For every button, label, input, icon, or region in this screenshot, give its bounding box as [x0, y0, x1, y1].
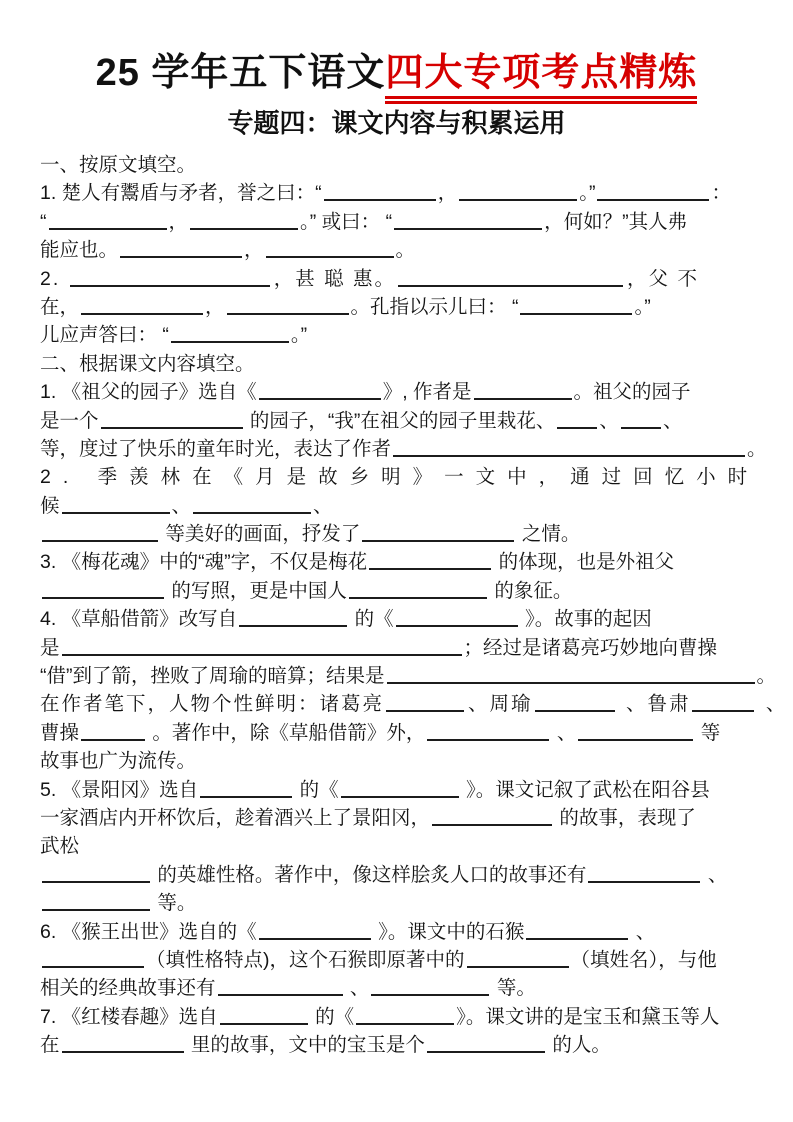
- fill-blank: [520, 296, 632, 315]
- text-line: [40, 548, 767, 576]
- line-text: 6. 《猴王出世》选自的《: [40, 920, 257, 943]
- document-body: [0, 151, 793, 1060]
- fill-blank: [341, 779, 459, 798]
- title-main: 25 学年五下语文: [95, 52, 386, 94]
- fill-blank: [362, 523, 514, 542]
- line-text: ；经过是诸葛亮巧妙地向曹操: [463, 636, 718, 659]
- line-text: 一家酒店内开杯饮后，趁着酒兴上了景阳冈，: [40, 806, 431, 829]
- line-text: 4. 《草船借箭》改写自: [40, 608, 238, 631]
- fill-blank: [193, 495, 311, 514]
- text-line: [40, 747, 767, 775]
- fill-blank: [578, 722, 693, 741]
- fill-blank: [81, 296, 203, 315]
- fill-blank: [49, 211, 167, 230]
- text-line: [40, 804, 767, 832]
- fill-blank: [386, 693, 464, 712]
- line-text: 的园子，“我”在祖父的园子里栽花、: [244, 409, 556, 432]
- fill-blank: [535, 693, 615, 712]
- line-text: 。著作中，除《草船借箭》外，: [147, 721, 426, 744]
- fill-blank: [62, 637, 462, 656]
- line-text: 、周瑜: [468, 693, 533, 716]
- text-line: [40, 690, 788, 718]
- fill-blank: [387, 665, 755, 684]
- text-line: [40, 605, 767, 633]
- line-text: 。: [747, 437, 767, 460]
- text-line: [40, 463, 767, 491]
- line-text: 二、根据课文内容填空。: [40, 352, 255, 375]
- fill-blank: [324, 182, 436, 201]
- line-text: 7. 《红楼春趣》选自: [40, 1005, 218, 1028]
- title-highlight: 四大专项考点精炼: [385, 52, 697, 104]
- fill-blank: [474, 381, 572, 400]
- fill-blank: [239, 608, 347, 627]
- text-line: [40, 776, 767, 804]
- fill-blank: [432, 807, 552, 826]
- fill-blank: [459, 182, 577, 201]
- line-text: 、: [313, 494, 333, 517]
- fill-blank: [200, 779, 292, 798]
- fill-blank: [101, 410, 243, 429]
- line-text: 的《: [294, 778, 339, 801]
- fill-blank: [259, 381, 381, 400]
- line-text: 故事也广为流传。: [40, 750, 197, 773]
- fill-blank: [42, 580, 164, 599]
- fill-blank: [394, 211, 542, 230]
- fill-blank: [557, 410, 597, 429]
- page-subtitle: 专题四：课文内容与积累运用: [227, 108, 566, 138]
- text-line: [40, 634, 767, 662]
- line-text: ：: [711, 182, 731, 205]
- line-text: 5. 《景阳冈》选自: [40, 778, 199, 801]
- line-text: 2.: [40, 267, 68, 290]
- fill-blank: [393, 438, 745, 457]
- line-text: 、: [702, 863, 728, 886]
- line-text: 。” 或曰： “: [300, 210, 393, 233]
- line-text: 是: [40, 636, 60, 659]
- line-text: 、鲁肃: [618, 693, 691, 716]
- text-line: [40, 1003, 767, 1031]
- fill-blank: [369, 551, 491, 570]
- line-text: 》。故事的起因: [519, 608, 652, 631]
- line-text: 候: [40, 494, 60, 517]
- line-text: “: [40, 210, 47, 233]
- line-text: 1. 《祖父的园子》选自《: [40, 381, 257, 404]
- text-line: [40, 435, 767, 463]
- line-text: 一、按原文填空。: [40, 154, 197, 176]
- line-text: 。”: [290, 324, 308, 347]
- fill-blank: [597, 182, 709, 201]
- fill-blank: [356, 1006, 454, 1025]
- line-text: 等。: [152, 892, 197, 915]
- line-text: 的人。: [546, 1034, 611, 1057]
- fill-blank: [349, 580, 487, 599]
- line-text: 、: [758, 693, 788, 716]
- text-line: [40, 321, 767, 349]
- line-text: 1. 楚人有鬻盾与矛者，誉之曰：“: [40, 182, 322, 205]
- text-line: [40, 832, 767, 860]
- fill-blank: [427, 1034, 545, 1053]
- line-text: 里的故事，文中的宝玉是个: [185, 1034, 425, 1057]
- fill-blank: [190, 211, 298, 230]
- line-text: 的体现，也是外祖父: [493, 551, 675, 574]
- line-text: 、: [551, 721, 577, 744]
- line-text: 的象征。: [488, 579, 573, 602]
- text-line: [40, 151, 767, 179]
- line-text: 》。课文记叙了武松在阳谷县: [460, 778, 710, 801]
- line-text: 、: [662, 409, 683, 432]
- line-text: 3. 《梅花魂》中的“魂”字，不仅是梅花: [40, 551, 368, 574]
- line-text: 是一个: [40, 409, 99, 432]
- fill-blank: [621, 410, 661, 429]
- line-text: 在作者笔下，人物个性鲜明：诸葛亮: [40, 693, 385, 716]
- line-text: 》, 作者是: [382, 381, 472, 404]
- fill-blank: [42, 949, 144, 968]
- line-text: 》。课文中的石猴: [372, 920, 525, 943]
- fill-blank: [42, 892, 150, 911]
- fill-blank: [81, 722, 145, 741]
- line-text: “借”到了箭，挫败了周瑜的暗算；结果是: [40, 665, 385, 688]
- line-text: ，: [168, 210, 189, 233]
- text-line: [40, 208, 767, 236]
- line-text: 等美好的画面，抒发了: [160, 523, 361, 546]
- text-line: [40, 662, 777, 690]
- fill-blank: [259, 921, 371, 940]
- line-text: ，甚 聪 惠。: [273, 267, 397, 290]
- text-line: [40, 293, 767, 321]
- text-line: [40, 1031, 767, 1059]
- line-text: 等: [695, 721, 721, 744]
- line-text: 、: [599, 409, 619, 432]
- line-text: ，父 不: [627, 267, 699, 290]
- fill-blank: [588, 864, 700, 883]
- line-text: ，何如？”其人弗: [544, 210, 688, 233]
- text-line: [40, 974, 767, 1002]
- line-text: 。祖父的园子: [573, 381, 691, 404]
- line-text: （填性格特点)，这个石猴即原著中的: [146, 948, 465, 971]
- line-text: （填姓名），与他: [570, 948, 717, 971]
- fill-blank: [427, 722, 549, 741]
- fill-blank: [398, 268, 623, 287]
- text-line: [40, 719, 767, 747]
- line-text: ，: [244, 239, 264, 262]
- fill-blank: [171, 324, 289, 343]
- fill-blank: [371, 977, 489, 996]
- fill-blank: [396, 608, 518, 627]
- line-text: 。: [395, 239, 416, 262]
- line-text: 》。课文讲的是宝玉和黛玉等人: [456, 1005, 720, 1028]
- line-text: 在: [40, 1034, 60, 1057]
- line-text: 、: [171, 494, 192, 517]
- line-text: 能应也。: [40, 239, 119, 262]
- line-text: 。”: [579, 182, 596, 205]
- text-line: [40, 350, 767, 378]
- line-text: ，: [205, 295, 225, 318]
- fill-blank: [526, 921, 628, 940]
- text-line: [40, 236, 767, 264]
- line-text: ，: [437, 182, 458, 205]
- text-line: [40, 378, 767, 406]
- text-line: [40, 265, 767, 293]
- line-text: 的《: [349, 608, 394, 631]
- line-text: 的英雄性格。著作中，像这样脍炙人口的故事还有: [152, 863, 587, 886]
- fill-blank: [62, 1034, 184, 1053]
- line-text: 在，: [40, 295, 80, 318]
- text-line: [40, 946, 767, 974]
- text-line: [40, 407, 767, 435]
- line-text: 儿应声答曰： “: [40, 324, 169, 347]
- fill-blank: [227, 296, 349, 315]
- line-text: 之情。: [516, 523, 581, 546]
- text-line: [40, 577, 767, 605]
- line-text: 相关的经典故事还有: [40, 977, 216, 1000]
- fill-blank: [220, 1006, 308, 1025]
- line-text: 的《: [309, 1005, 355, 1028]
- text-line: [40, 492, 767, 520]
- fill-blank: [42, 864, 150, 883]
- fill-blank: [266, 239, 394, 258]
- line-text: 武松: [40, 835, 80, 858]
- line-text: 。: [756, 665, 777, 688]
- line-text: 。”: [634, 295, 651, 318]
- fill-blank: [62, 495, 170, 514]
- fill-blank: [42, 523, 158, 542]
- fill-blank: [467, 949, 569, 968]
- fill-blank: [692, 693, 754, 712]
- fill-blank: [218, 977, 343, 996]
- text-line: [40, 520, 767, 548]
- line-text: 。孔指以示儿曰： “: [350, 295, 519, 318]
- page-title: [0, 50, 793, 96]
- text-line: [40, 861, 767, 889]
- text-line: [40, 889, 767, 917]
- line-text: 、: [344, 977, 370, 1000]
- line-text: 等。: [491, 977, 536, 1000]
- line-text: 的写照，更是中国人: [166, 579, 347, 602]
- line-text: 2. 季羡林在《月是故乡明》一文中，通过回忆小时: [40, 466, 760, 489]
- line-text: 的故事，表现了: [554, 806, 696, 829]
- fill-blank: [120, 239, 242, 258]
- text-line: [40, 179, 767, 207]
- line-text: 曹操: [40, 721, 80, 744]
- line-text: 、: [630, 920, 656, 943]
- fill-blank: [70, 268, 270, 287]
- text-line: [40, 918, 767, 946]
- line-text: 等，度过了快乐的童年时光，表达了作者: [40, 437, 392, 460]
